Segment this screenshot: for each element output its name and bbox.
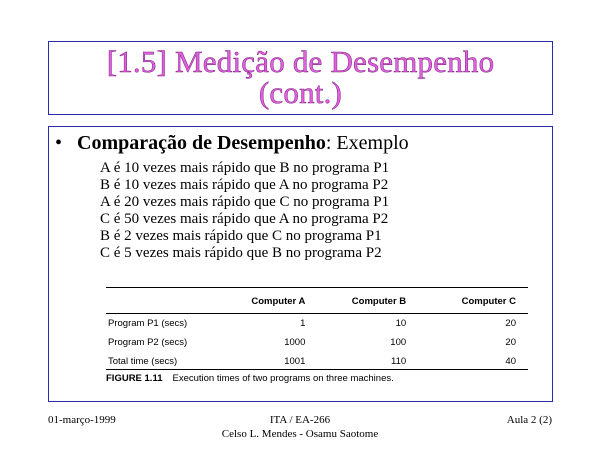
table-cell: Program P1 (secs)	[108, 318, 188, 329]
content-box	[48, 126, 553, 402]
bullet-heading	[55, 131, 409, 155]
table-header-cell	[106, 288, 239, 314]
table-cell: 110	[391, 356, 407, 367]
table-row	[106, 314, 528, 334]
footer-page: Aula 2 (2)	[506, 414, 552, 426]
table-row	[106, 352, 528, 369]
table-cell: Total time (secs)	[108, 356, 178, 367]
table-row	[106, 333, 528, 352]
footer-date: 01-março-1999	[48, 414, 116, 426]
table-cell: 1000	[284, 337, 306, 348]
table-cell: Program P2 (secs)	[108, 337, 188, 348]
bullet-heading-rest: : Exemplo	[325, 132, 409, 154]
table-cell: 1001	[284, 356, 306, 367]
footer-course-line2: Celso L. Mendes - Osamu Saotome	[221, 428, 379, 440]
table-cell: 100	[390, 337, 407, 348]
table-cell: 1	[300, 318, 306, 329]
example-line: B é 2 vezes mais rápido que C no programa P1	[100, 228, 382, 244]
example-line: B é 10 vezes mais rápido que A no programa P2	[100, 177, 389, 193]
bullet-dot-icon: •	[55, 132, 63, 154]
example-line: C é 5 vezes mais rápido que B no programa P2	[100, 245, 382, 261]
table-cell: 20	[505, 337, 516, 348]
example-line: A é 10 vezes mais rápido que B no programa P1	[100, 160, 390, 176]
slide-title-line2: (cont.)	[258, 75, 343, 110]
figure-rule	[106, 369, 528, 370]
execution-times-table	[106, 287, 528, 369]
figure-caption	[106, 373, 526, 384]
table-header-cell: Computer C	[418, 288, 528, 314]
example-list	[100, 160, 389, 262]
table-cell: 10	[395, 318, 407, 329]
bullet-heading-bold: Comparação de Desempenho	[77, 132, 326, 154]
table-cell: 40	[505, 356, 516, 367]
example-line: A é 20 vezes mais rápido que C no programa P1	[100, 194, 390, 210]
example-line: C é 50 vezes mais rápido que A no programa P2	[100, 211, 389, 227]
figure-caption-label: FIGURE 1.11	[106, 373, 163, 384]
footer-course-line1: ITA / EA-266	[269, 414, 331, 426]
title-box	[48, 41, 553, 115]
figure-1-11	[106, 287, 526, 384]
slide-title-line1: [1.5] Medição de Desempenho	[106, 44, 495, 79]
figure-caption-text: Execution times of two programs on three machines.	[172, 373, 394, 384]
table-header-row	[106, 288, 528, 314]
table-header-cell: Computer A	[239, 288, 308, 314]
table-cell: 20	[505, 318, 516, 329]
table-header-cell: Computer B	[307, 288, 418, 314]
